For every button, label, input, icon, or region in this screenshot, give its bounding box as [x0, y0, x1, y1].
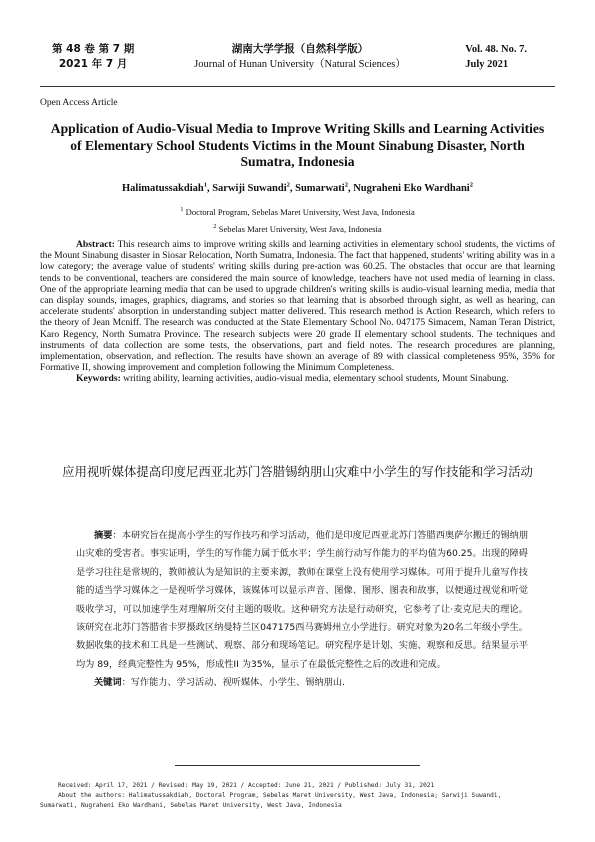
- author: Sumarwati$^2$,: [295, 181, 354, 194]
- journal-name-en: Journal of Hunan University（Natural Sciences）: [194, 59, 406, 70]
- volume-issue-cn: [52, 42, 134, 72]
- footnotes: [40, 781, 555, 811]
- abstract-cn-paragraph: 摘要：本研究旨在提高小学生的写作技巧和学习活动，他们是印度尼西亚北苏门答腊西奥萨尔搬迁的锡纳朋山灾难的受害者。事实证明，学生的写作能力属于低水平；学生前行动写作能力的平均值为60.25。出现的障碍是学习往往是常规的，教师被认为是知识的主要来源，教师在课堂上没有使用学习媒体。可用于提升儿童写作技能的适当学习媒体之一是视听学习媒体，该媒体可以显示声音、图像、图形、图表和故事，以便通过视觉和听觉吸收学习，可以加速学生对理解所交付主题的吸收。这种研究方法是行动研究，它参考了让·麦克尼夫的理论。该研究在北苏门答腊省卡罗摄政区纳曼特兰区047175西马赛姆州立小学进行。研究对象为20名二年级小学生。数据收集的技术和工具是一些测试、观察、部分和现场笔记。研究程序是计划、实施、观察和反思。结果显示平均为 89，经典完整性为 95%，形成性II 为35%，显示了在最低完整性之后的改进和完成。: [76, 530, 529, 670]
- footnote-rule: [175, 765, 420, 766]
- abstract-cn-label: 摘要: [94, 530, 113, 541]
- header-rule: [40, 86, 555, 87]
- paper-title: Application of Audio-Visual Media to Improve Writing Skills and Learning Activities of Elementary School Students Victims in the Mount Sinabung Disaster, North Sumatra, Indonesia: [50, 121, 545, 169]
- abstract-cn: [76, 527, 528, 693]
- keywords-label: Keywords:: [76, 373, 121, 385]
- keywords-cn-paragraph: 关键词：写作能力、学习活动、视听媒体、小学生、锡纳朋山.: [94, 677, 345, 689]
- author-list: [40, 181, 555, 194]
- keywords-paragraph: Keywords: writing ability, learning activities, audio-visual media, elementary school students, Mount Sinabung.: [76, 373, 509, 385]
- article-type: Open Access Article: [40, 98, 118, 108]
- author: Halimatussakdiah$^1$,: [122, 181, 213, 194]
- affiliation: $^2$ Sebelas Maret University, West Java, Indonesia: [213, 223, 382, 234]
- volume-cn: 第 48 卷 第 7 期: [52, 43, 135, 55]
- date-en: July 2021: [465, 59, 509, 70]
- date-cn: 2021 年 7 月: [58, 58, 128, 70]
- footnote-about-cont: Sumarwati, Nugraheni Eko Wardhani, Sebelas Maret University, West Java, Indonesia: [40, 802, 342, 809]
- abstract-label: Abstract:: [76, 239, 115, 250]
- footnote-about: About the authors: Halimatussakdiah, Doctoral Program, Sebelas Maret University, West Java, Indonesia; Sarwiji Suwandi,: [58, 792, 502, 799]
- volume-issue-en: [465, 42, 527, 72]
- journal-name: [175, 42, 425, 72]
- journal-name-cn: 湖南大学学报（自然科学版）: [231, 43, 369, 55]
- author: Sarwiji Suwandi$^2$,: [212, 181, 296, 194]
- volume-en: Vol. 48. No. 7.: [465, 44, 527, 55]
- paper-title-cn: 应用视听媒体提高印度尼西亚北苏门答腊锡纳朋山灾难中小学生的写作技能和学习活动: [62, 464, 533, 479]
- journal-header: [40, 40, 555, 76]
- abstract-paragraph: Abstract: This research aims to improve writing skills and learning activities in elementary school students, the victims of the Mount Sinabung disaster in Siosar Relocation, North Sumatra, Indonesia. The fact that happened, students' writing ability was in a low category; the average value of students' writing skills during pre-action was 60.25. The obstacles that occur are that learning tends to be conventional, teachers are considered the main source of knowledge, teachers have not used media of learning in class. One of the appropriate learning media that can be used to upgrade children's writing skills is audio-visual learning media, media that can display sounds, images, graphics, diagrams, and stories so that learning that is absorbed through sight, as well as hearing, can accelerate students' absorption in understanding subject matter delivered. This research method is Action Research, which refers to the theory of Jean Mcniff. The research was conducted at the State Elementary School No. 047175 Simacem, Naman Teran District, Karo Regency, North Sumatra Province. The research subjects were 20 grade II elementary school students. The techniques and instruments of data collection are some tests, the observations, part and field notes. The research procedures are planning, implementation, observation, and reflection. The results have shown an average of 89 with classical completeness 95%, 35% for Formative II, showing improvement and completion following the Minimum Completeness.: [40, 239, 555, 374]
- abstract-en: [40, 239, 555, 385]
- keywords-cn-label: 关键词: [94, 677, 122, 689]
- author: Nugraheni Eko Wardhani$^2$: [353, 181, 473, 194]
- footnote-dates: Received: April 17, 2021 / Revised: May 19, 2021 / Accepted: June 21, 2021 / Published: July 31, 2021: [58, 782, 435, 789]
- affiliation: $^1$ Doctoral Program, Sebelas Maret University, West Java, Indonesia: [180, 206, 415, 217]
